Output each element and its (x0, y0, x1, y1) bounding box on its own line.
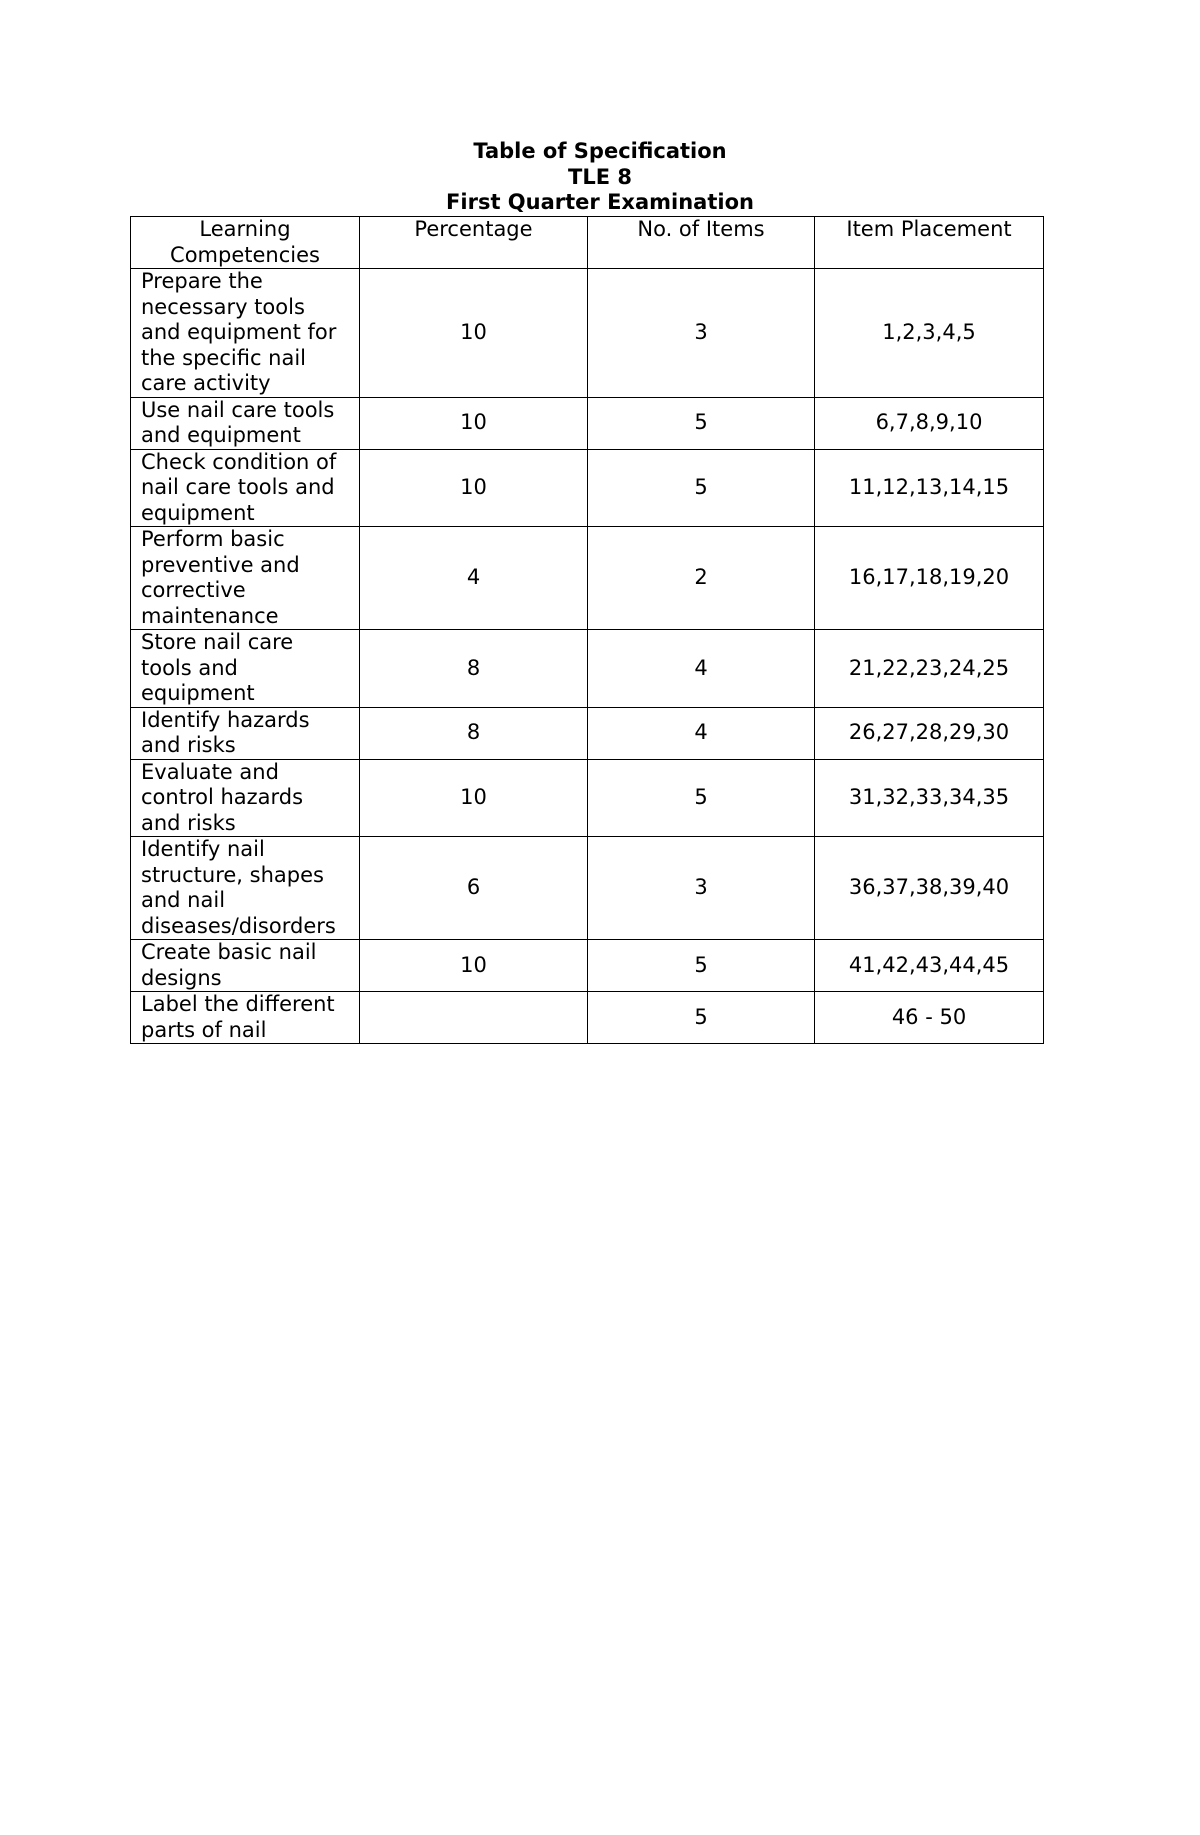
competency-cell: Evaluate and control hazards and risks (131, 759, 360, 837)
table-row (131, 630, 1044, 708)
competency-cell: Create basic nail designs (131, 940, 360, 992)
table-row (131, 837, 1044, 940)
items-cell: 5 (588, 449, 815, 527)
placement-cell: 6,7,8,9,10 (815, 397, 1044, 449)
percentage-cell: 10 (360, 759, 588, 837)
items-cell: 5 (588, 759, 815, 837)
placement-cell: 46 - 50 (815, 992, 1044, 1044)
placement-cell: 16,17,18,19,20 (815, 527, 1044, 630)
competency-cell: Prepare the necessary tools and equipment for the specific nail care activity (131, 269, 360, 398)
items-cell: 2 (588, 527, 815, 630)
percentage-cell: 8 (360, 707, 588, 759)
specification-table (130, 216, 1044, 1044)
items-cell: 3 (588, 837, 815, 940)
document-title: Table of Specification (473, 139, 727, 163)
subject-title: TLE 8 (568, 164, 632, 189)
percentage-cell: 8 (360, 630, 588, 708)
percentage-cell (360, 992, 588, 1044)
competency-cell: Label the different parts of nail (131, 992, 360, 1044)
competency-cell: Identify nail structure, shapes and nail diseases/disorders (131, 837, 360, 940)
placement-cell: 41,42,43,44,45 (815, 940, 1044, 992)
items-cell: 3 (588, 269, 815, 398)
percentage-cell: 10 (360, 449, 588, 527)
table-row (131, 527, 1044, 630)
table-row (131, 449, 1044, 527)
header-item-placement: Item Placement (815, 217, 1044, 269)
placement-cell: 36,37,38,39,40 (815, 837, 1044, 940)
percentage-cell: 6 (360, 837, 588, 940)
placement-cell: 1,2,3,4,5 (815, 269, 1044, 398)
percentage-cell: 10 (360, 940, 588, 992)
items-cell: 5 (588, 940, 815, 992)
placement-cell: 31,32,33,34,35 (815, 759, 1044, 837)
table-row (131, 397, 1044, 449)
document-title-block (0, 139, 1200, 216)
placement-cell: 21,22,23,24,25 (815, 630, 1044, 708)
header-learning-competencies: Learning Competencies (131, 217, 360, 269)
table-row (131, 269, 1044, 398)
header-percentage: Percentage (360, 217, 588, 269)
items-cell: 4 (588, 707, 815, 759)
items-cell: 4 (588, 630, 815, 708)
table-row (131, 707, 1044, 759)
items-cell: 5 (588, 397, 815, 449)
competency-cell: Perform basic preventive and corrective maintenance (131, 527, 360, 630)
items-cell: 5 (588, 992, 815, 1044)
percentage-cell: 4 (360, 527, 588, 630)
placement-cell: 11,12,13,14,15 (815, 449, 1044, 527)
percentage-cell: 10 (360, 397, 588, 449)
table-row (131, 759, 1044, 837)
placement-cell: 26,27,28,29,30 (815, 707, 1044, 759)
table-row (131, 940, 1044, 992)
table-row (131, 992, 1044, 1044)
percentage-cell: 10 (360, 269, 588, 398)
competency-cell: Store nail care tools and equipment (131, 630, 360, 708)
competency-cell: Check condition of nail care tools and equipment (131, 449, 360, 527)
competency-cell: Use nail care tools and equipment (131, 397, 360, 449)
table-header-row (131, 217, 1044, 269)
competency-cell: Identify hazards and risks (131, 707, 360, 759)
header-no-of-items: No. of Items (588, 217, 815, 269)
exam-title: First Quarter Examination (446, 190, 754, 214)
